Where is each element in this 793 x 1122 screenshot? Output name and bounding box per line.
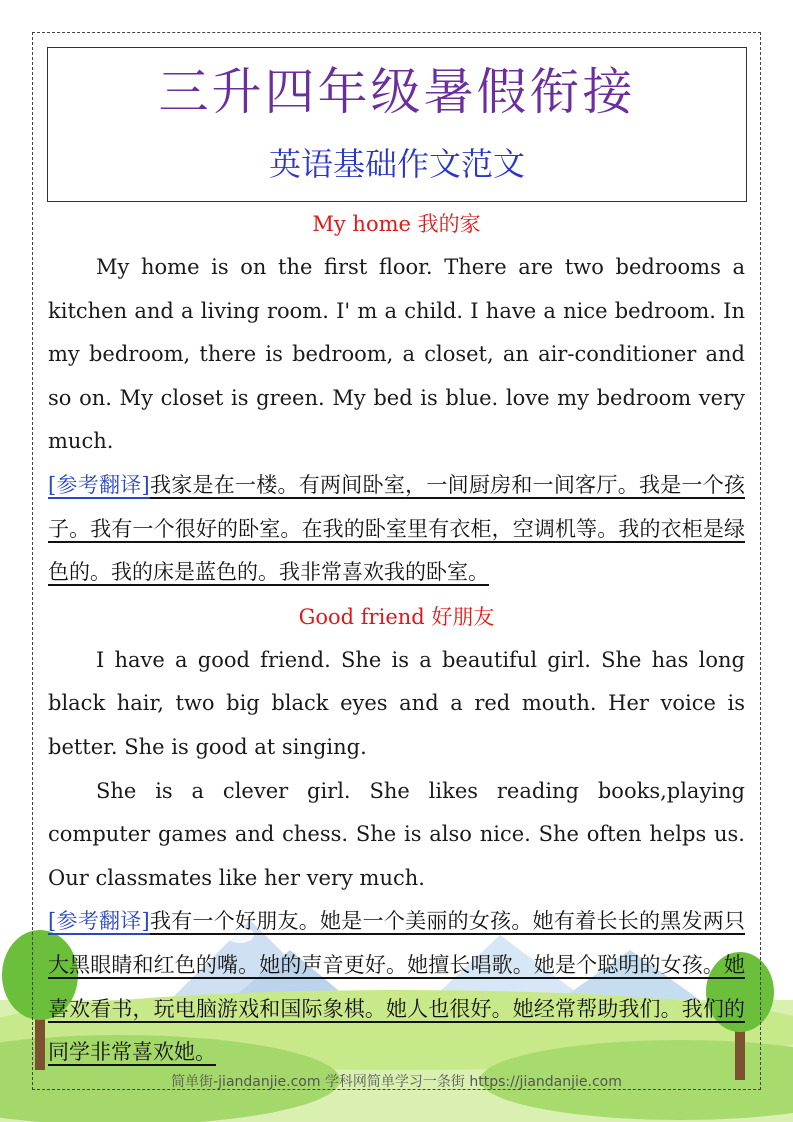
section-title: Good friend 好朋友 xyxy=(298,604,495,629)
footer-watermark: 简单街-jiandanjie.com 学科网简单学习一条街 https://jiandanjie.com xyxy=(171,1074,622,1090)
translation-text: 我有一个好朋友。她是一个美丽的女孩。她有着长长的黑发两只大黑眼睛和红色的嘴。她的声音更好。她擅长唱歌。她是个聪明的女孩。她喜欢看书，玩电脑游戏和国际象棋。她人也很好。她经常帮助我们。我们的同学非常喜欢她。 xyxy=(48,909,746,1065)
translation-paragraph xyxy=(48,464,745,595)
translation-tag: [参考翻译] xyxy=(48,472,150,497)
page-title: 三升四年级暑假衔接 xyxy=(158,63,636,121)
essay-content xyxy=(48,202,745,1075)
translation-tag: [参考翻译] xyxy=(48,909,150,934)
translation-paragraph xyxy=(48,900,745,1074)
section-title: My home 我的家 xyxy=(312,212,481,236)
essay-paragraph: My home is on the first floor. There are two bedrooms a kitchen and a living room. I' m a child. I have a nice bedroom. In my bedroom, there is bedroom, a closet, an air-conditioner and so on. My closet is green. My bed is blue. love my bedroom very much. xyxy=(48,255,745,454)
title-box xyxy=(47,47,747,202)
essay-paragraph: She is a clever girl. She likes reading books,playing computer games and chess. She is also nice. She often helps us. Our classmates like her very much. xyxy=(48,778,745,890)
page-subtitle: 英语基础作文范文 xyxy=(268,145,525,183)
translation-text: 我家是在一楼。有两间卧室，一间厨房和一间客厅。我是一个孩子。我有一个很好的卧室。在我的卧室里有衣柜，空调机等。我的衣柜是绿色的。我的床是蓝色的。我非常喜欢我的卧室。 xyxy=(48,472,746,585)
essay-paragraph: I have a good friend. She is a beautiful girl. She has long black hair, two big black eyes and a red mouth. Her voice is better. She is good at singing. xyxy=(48,647,745,759)
